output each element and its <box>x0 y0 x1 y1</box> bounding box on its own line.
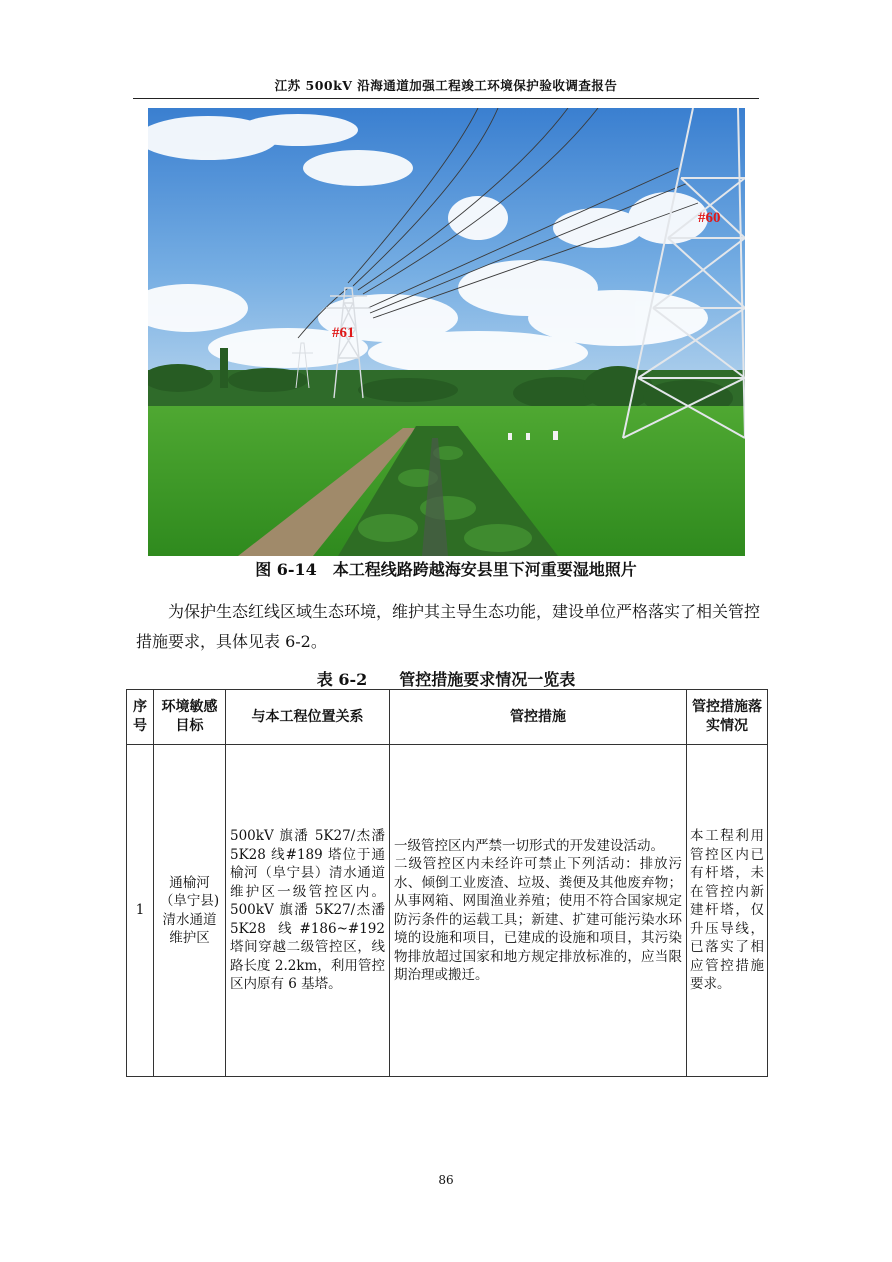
header-target: 环境敏感目标 <box>154 690 226 745</box>
running-header: 江苏 500kV 沿海通道加强工程竣工环境保护验收调查报告 <box>274 78 618 93</box>
table-header-row <box>127 690 768 745</box>
table-row <box>127 745 768 1077</box>
header-relation: 与本工程位置关系 <box>226 690 390 745</box>
control-measures-table <box>126 689 768 1077</box>
body-paragraph: 为保护生态红线区域生态环境，维护其主导生态功能，建设单位严格落实了相关管控措施要求，具体见表 6-2。 <box>136 602 761 651</box>
cell-status: 本工程利用管控区内已有杆塔，未在管控内新建杆塔，仅升压导线，已落实了相应管控措施要求。 <box>687 745 768 1077</box>
header-status: 管控措施落实情况 <box>687 690 768 745</box>
tower-60-label: #60 <box>698 210 721 226</box>
table-title: 表 6-2 管控措施要求情况一览表 <box>316 670 576 689</box>
measures-level-2: 二级管控区内未经许可禁止下列活动：排放污水、倾倒工业废渣、垃圾、粪便及其他废弃物；从事网箱、网围渔业养殖；使用不符合国家规定防污条件的运载工具；新建、扩建可能污染水环境的设施和项目，已建成的设施和项目，其污染物排放超过国家和地方规定排放标准的，应当限期治理或搬迁。 <box>394 856 682 983</box>
header-index: 序号 <box>127 690 154 745</box>
cell-relation: 500kV 旗潘 5K27/杰潘 5K28 线#189 塔位于通榆河（阜宁县）清水通道维护区一级管控区内。500kV 旗潘 5K27/杰潘 5K28 线#186~#192 塔间穿越二级管控区，线路长度 2.2km，利用管控区内原有 6 基塔。 <box>226 745 390 1077</box>
tower-61-label: #61 <box>332 325 355 341</box>
header-measures: 管控措施 <box>390 690 687 745</box>
cell-measures <box>390 745 687 1077</box>
header-rule <box>133 98 759 99</box>
cell-target: 通榆河（阜宁县)清水通道维护区 <box>154 745 226 1077</box>
cell-index: 1 <box>127 745 154 1077</box>
wetland-photo <box>148 108 745 556</box>
figure-caption: 图 6-14 本工程线路跨越海安县里下河重要湿地照片 <box>255 560 637 579</box>
page-number: 86 <box>438 1173 454 1187</box>
measures-level-1: 一级管控区内严禁一切形式的开发建设活动。 <box>394 837 664 854</box>
